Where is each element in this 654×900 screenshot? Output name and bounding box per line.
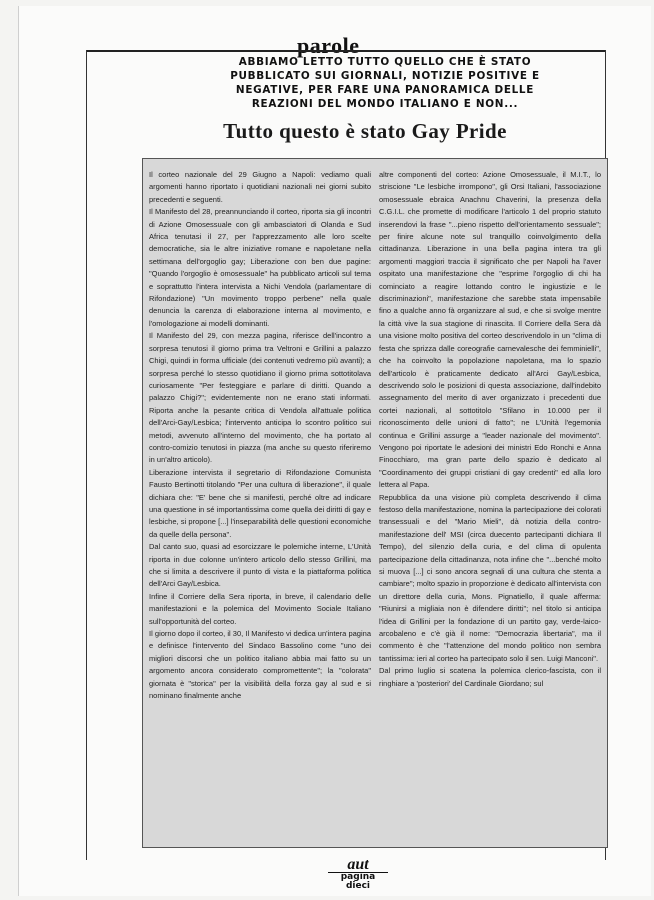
magazine-logo (328, 858, 388, 891)
section-label: parole (297, 33, 360, 58)
page-label: pagina (340, 872, 376, 882)
paragraph: Dal canto suo, quasi ad esorcizzare le polemiche interne, L'Unità riporta in due colonne un'intero articolo dello stesso Grillini, ma che si limita a descrivere il punto di vista e la piattaforma politica dell'Arci Gay/Lesbica. (149, 542, 371, 589)
article-column-left (149, 169, 371, 841)
paragraph: Il corteo nazionale del 29 Giugno a Napoli: vediamo quali argomenti hanno riportato i quotidiani nazionali nei giorni subito precedenti e seguenti. (149, 170, 371, 204)
article-title: Tutto questo è stato Gay Pride (223, 119, 507, 143)
paragraph: Il giorno dopo il corteo, il 30, Il Manifesto vi dedica un'intera pagina e definisce l'intervento del Sindaco Bassolino come "uno dei migliori discorsi che un politico italiano abbia mai fatto su un argomento ancora considerato compromettente"; la "colorata" giornata è "storica" per la visibilità della forza gay al sud e si nominano finalmente anche (149, 629, 371, 701)
paragraph: altre componenti del corteo: Azione Omosessuale, il M.I.T., lo striscione "Le lesbiche irrompono", gli Orsi Italiani, l'associazione omosessuale ebraica Anachnu Chaverini, la presenza della C.G.I.L. che promette di modificare l'articolo 1 del proprio statuto inserendovi la frase "...pieno rispetto dell'orientamento sessuale"; per finire alcune note sul tranquillo coinvolgimento della cittadinanza. Liberazione in una bella pagina intera tra gli argomenti maggiori traccia il significato che per Napoli ha l'aver ospitato una manifestazione che "esprime l'orgoglio di chi ha cominciato a reagire lottando contro le ingiustizie e le discriminazioni", manifestazione che sarebbe stata impensabile fino a qualche anno fà organizzare al sud, e che si svolge mentre la città vive la sua stagione di rinascita. Il Corriere della Sera dà una visione molto positiva del corteo descrivendolo in un "clima di festa che sprizza dalle coreografie carnevalesche dei femminielli", che ha coinvolto la popolazione napoletana, ma lo spazio dell'articolo è praticamente dedicato all'Arci Gay/Lesbica, descrivendo solo le posizioni di questa associazione, dall'indebito assegnamento del merito di aver organizzato i precedenti due cortei nazionali, al sottotitolo "Sfilano in 10.000 per il riconoscimento delle unioni di fatto"; ne L'Unità l'egemonia continua e Grillini assurge a "leader nazionale del movimento". Vengono poi riportate le adesioni dei ministri Edo Ronchi e Anna Finocchiaro, ma gran parte dello spazio è dedicato al "Coordinamento dei gruppi cristiani di gay credenti" ed alla loro lettera al Papa. (379, 170, 601, 490)
paragraph: Il Manifesto del 28, preannunciando il corteo, riporta sia gli incontri di Azione Omosessuale con gli ambasciatori di Olanda e Sud Africa tenutasi il 27, per l'apprezzamento alle loro scelte democratiche, sia le altre iniziative romane e napoletane nella settimana dell'orgoglio gay; Liberazione con ben due pagine: "Quando l'orgoglio è omosessuale" ha pubblicato articoli sul tema e soprattutto l'intera intervista a Nichi Vendola (parlamentare di Rifondazione) "Un movimento troppo perbene" nella quale denuncia la carenza di elaborazione interna al movimento, e l'omologazione ai modelli dominanti. (149, 207, 371, 328)
paragraph: Dal primo luglio si scatena la polemica clerico-fascista, con il ringhiare a 'posteriori' del Cardinale Giordano; sul (379, 666, 601, 688)
page-number: dieci (345, 881, 371, 891)
intro-text: ABBIAMO LETTO TUTTO QUELLO CHE È STATO PUBBLICATO SUI GIORNALI, NOTIZIE POSITIVE E NEGATIVE, PER FARE UNA PANORAMICA DELLE REAZIONI DEL MONDO ITALIANO E NON... (230, 56, 540, 110)
paragraph: Il Manifesto del 29, con mezza pagina, riferisce dell'incontro a sorpresa tenutosi il giorno prima tra Veltroni e Grillini a palazzo Chigi, quindi in forma ufficiale (dei contenuti vedremo più avanti); a sorpresa perché lo stesso quotidiano il giorno prima sottotitolava curiosamente "Per festeggiare e parlare di diritti. Quando a palazzo Chigi?"; evidentemente non ne erano stati informati. Riporta anche la pesante critica di Vendola all'attuale politica dell'Arci-Gay/Lesbica; l'intervento anticipa lo scontro politico sui metodi, avvenuto all'interno del movimento, che ha portato al contro-comizio tenutosi in piazza (ma anche su questo riferiremo in un'altro articolo). (149, 331, 371, 465)
article-column-right (379, 169, 601, 841)
paragraph: Repubblica da una visione più completa descrivendo il clima festoso della manifestazione, nomina la partecipazione dei colorati transessuali e del "Mario Mieli", dà notizia della contro-manifestazione dell' MSI (circa duecento partecipanti dichiara Il Tempo), del silenzio della curia, e del clima di opulenta partecipazione della cittadinanza, nota infine che "...benché molto si muova [...] ci sono ancora segnali di una cultura che stenta a cambiare"; molto spazio in proporzione è dedicato all'intervista con un direttore della curia, Mons. Pignatiello, il quale afferma: "Riunirsi a migliaia non è difendere diritti"; nel titolo si anticipa l'idea di Grillini per la fondazione di un partito gay, verde-laico-arcobaleno e c'è già il nome: "Democrazia libertaria", ma il commento è che "l'attenzione del mondo politico non sembra tantissima: ieri al corteo ha partecipato solo il sen. Luigi Manconi". (379, 492, 601, 663)
paragraph: Infine il Corriere della Sera riporta, in breve, il calendario delle manifestazioni e la polemica del Movimento Sociale Italiano sull'opportunità del corteo. (149, 591, 371, 626)
logo-mark: aut (328, 858, 388, 873)
paragraph: Liberazione intervista il segretario di Rifondazione Comunista Fausto Bertinotti titolando "Per una cultura di liberazione", il quale dichiara che: "E' bene che si manifesti, perché oltre ad indicare una questione in sé importantissima come quella dei diritti di gay e lesbiche, si propone [...] l'inseparabilità delle questioni economiche da quelle della persona". (149, 467, 371, 539)
article-box (142, 158, 608, 848)
